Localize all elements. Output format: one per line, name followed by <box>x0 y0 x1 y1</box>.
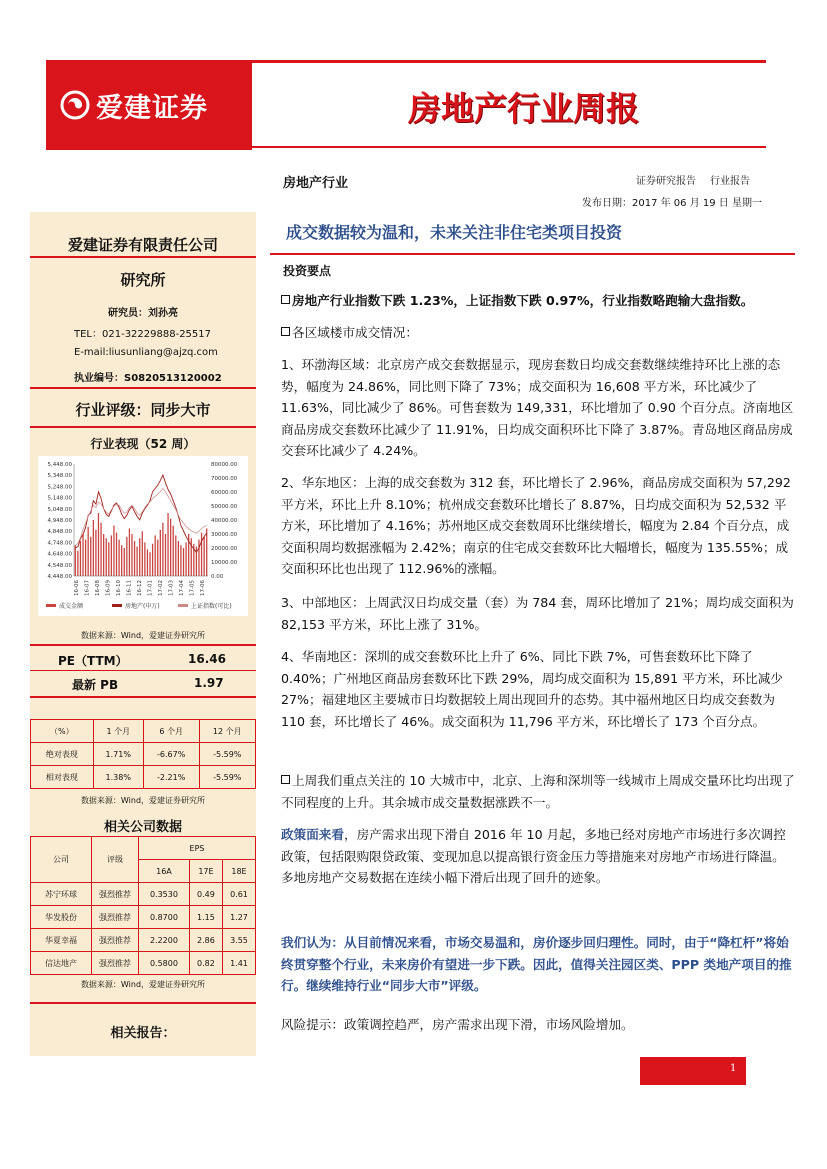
table-cell: 强烈推荐 <box>92 906 139 929</box>
sidebar-divider <box>30 696 256 698</box>
table-cell: 1.15 <box>189 906 222 929</box>
industry-rating: 行业评级：同步大市 <box>75 401 211 419</box>
left-axis-tick-label: 5,248.00 <box>47 484 72 491</box>
volume-bar <box>108 542 109 576</box>
sidebar-divider <box>30 1002 256 1004</box>
right-axis-tick-label: 30000.00 <box>211 532 238 538</box>
industry-label: 房地产行业 <box>283 176 349 191</box>
volume-bar <box>95 530 96 576</box>
table-row <box>31 766 256 789</box>
volume-bar <box>111 535 112 576</box>
left-axis-tick-label: 5,048.00 <box>47 506 72 513</box>
volume-bar <box>103 534 104 576</box>
volume-bar <box>131 534 132 576</box>
table-cell: 2.2200 <box>139 929 190 952</box>
table-cell: 相对表现 <box>31 766 94 789</box>
right-axis-tick-label: 0.00 <box>211 574 224 580</box>
policy-lead: 政策面来看 <box>281 827 344 842</box>
report-type <box>636 172 750 187</box>
legend-label: 上证指数(可比) <box>191 603 232 610</box>
table-cell: （%） <box>31 720 94 743</box>
paragraph-risk: 风险提示：政策调控趋严，房产需求出现下滑，市场风险增加。 <box>281 1017 634 1032</box>
eps-table-source: 数据来源：Wind，爱建证券研究所 <box>80 980 206 989</box>
table-cell: 3.55 <box>222 929 255 952</box>
volume-bar <box>162 523 163 576</box>
right-axis-tick-label: 60000.00 <box>211 490 238 496</box>
volume-bar <box>113 526 114 576</box>
volume-bar <box>77 551 78 576</box>
table-cell: 0.82 <box>189 952 222 975</box>
table-cell: 0.49 <box>189 883 222 906</box>
volume-bar <box>173 526 174 576</box>
main-headline: 成交数据较为温和，未来关注非住宅类项目投资 <box>286 223 623 242</box>
x-axis-tick-label: 17-04 <box>179 580 185 596</box>
paragraph-text: 上周我们重点关注的 10 大城市中，北京、上海和深圳等一线城市上周成交量环比均出现了不同程度的上升。其余城市成交量数据涨跌不一。 <box>281 773 795 810</box>
key-points-title: 投资要点 <box>283 264 332 278</box>
volume-bar <box>198 540 199 576</box>
paragraph-south-china: 4、华南地区：深圳的成交套数环比上升了 6%、同比下跌 7%，可售套数环比下降了 0.40%；广州地区商品房套数环比下跌 29%，周均成交面积为 15,891 平方米，环比减少 27%；福建地区主要城市日均数据较上周出现回升的态势。其中福州地区日均成交套数为 110 套，环比增长了 46%。成交面积为 11,796 平方米，环比增长了 173 个百分点。 <box>281 649 783 729</box>
table-cell: 华夏幸福 <box>31 929 92 952</box>
volume-bar <box>149 552 150 576</box>
table-cell: EPS <box>139 837 256 860</box>
analyst-name: 研究员：刘孙亮 <box>108 308 178 319</box>
right-axis-tick-label: 70000.00 <box>211 476 238 482</box>
performance-title: 行业表现（52 周） <box>90 437 196 451</box>
volume-bar <box>165 534 166 576</box>
left-axis-tick-label: 4,548.00 <box>47 562 72 569</box>
report-type-industry: 行业报告 <box>710 176 750 187</box>
volume-bar <box>206 528 207 576</box>
license-number: 执业编号：S0820513120002 <box>74 373 222 384</box>
pe-value: 16.46 <box>188 652 226 666</box>
right-axis-tick-label: 20000.00 <box>211 546 238 552</box>
paragraph-text: 各区域楼市成交情况： <box>292 325 418 340</box>
paragraph-policy <box>281 824 795 889</box>
right-axis-tick-label: 40000.00 <box>211 518 238 524</box>
volume-bar <box>85 540 86 576</box>
table-cell: 1.71% <box>93 743 143 766</box>
paragraph-regions-intro <box>281 322 795 344</box>
table-cell: 0.5800 <box>139 952 190 975</box>
page-number-box <box>640 1057 746 1085</box>
volume-bar <box>185 542 186 576</box>
table-cell: 0.3530 <box>139 883 190 906</box>
table-cell: 6 个月 <box>143 720 199 743</box>
table-cell: 1.27 <box>222 906 255 929</box>
volume-bar <box>82 534 83 576</box>
volume-bar <box>160 530 161 576</box>
x-axis-tick-label: 16-08 <box>95 580 101 596</box>
volume-bar <box>118 540 119 576</box>
volume-bar <box>175 535 176 576</box>
volume-bar <box>106 538 107 576</box>
sidebar <box>30 212 256 1056</box>
x-axis-tick-label: 17-02 <box>158 580 164 596</box>
left-axis-tick-label: 4,948.00 <box>47 518 72 524</box>
volume-bar <box>147 549 148 576</box>
volume-bar <box>178 541 179 576</box>
left-axis-tick-label: 5,148.00 <box>47 495 72 502</box>
paragraph-bohai: 1、环渤海区域：北京房产成交套数据显示，现房套数日均成交套数继续维持环比上涨的态势，幅度为 24.86%，同比则下降了 73%；成交面积为 16,608 平方米，环比减少了 11.63%，同比减少了 86%。可售套数为 149,331，环比增加了 0.90 个百分点。济南地区商品房成交套数环比减少了 11.91%，日均成交面积环比下降了 3.87%。青岛地区商品房成交套环比减少了 4.24%。 <box>281 357 794 459</box>
sidebar-divider <box>30 644 256 646</box>
right-axis-tick-label: 50000.00 <box>211 504 238 510</box>
volume-bar <box>88 527 89 576</box>
legend-label: 成交金额 <box>59 603 84 610</box>
x-axis-tick-label: 17-06 <box>200 580 206 596</box>
header-bottom-rule <box>252 146 766 148</box>
related-reports-title: 相关报告： <box>110 1026 176 1041</box>
x-axis-tick-label: 16-06 <box>74 580 80 596</box>
table-cell: 18E <box>222 860 255 883</box>
volume-bar <box>121 545 122 576</box>
volume-bar <box>155 535 156 576</box>
x-axis-tick-label: 16-09 <box>105 580 112 596</box>
table-cell: -6.67% <box>143 743 199 766</box>
volume-bar <box>98 513 99 576</box>
performance-chart <box>38 456 248 616</box>
table-cell: 1.38% <box>93 766 143 789</box>
x-axis-tick-label: 17-05 <box>189 580 196 596</box>
volume-bar <box>75 545 76 576</box>
legend-label: 房地产(申万) <box>125 603 160 610</box>
table-cell: 2.86 <box>189 929 222 952</box>
left-axis-tick-label: 4,848.00 <box>47 529 72 536</box>
legend-swatch <box>46 604 56 607</box>
table-cell: 0.8700 <box>139 906 190 929</box>
volume-bar <box>144 542 145 576</box>
report-type-research: 证券研究报告 <box>636 176 696 187</box>
volume-bar <box>116 533 117 576</box>
table-cell: -5.59% <box>199 766 256 789</box>
left-axis-tick-label: 4,648.00 <box>47 551 72 558</box>
table-cell: 强烈推荐 <box>92 883 139 906</box>
volume-bar <box>142 531 143 576</box>
right-axis-tick-label: 10000.00 <box>211 560 238 566</box>
volume-bar <box>167 513 168 576</box>
table-cell: 公司 <box>31 837 92 883</box>
table-cell: 绝对表现 <box>31 743 94 766</box>
paragraph-text: 房地产行业指数下跌 1.23%，上证指数下跌 0.97%，行业指数略跑输大盘指数。 <box>292 293 754 308</box>
table-cell: 强烈推荐 <box>92 929 139 952</box>
table-cell: 12 个月 <box>199 720 256 743</box>
logo-swirl-icon <box>60 90 90 120</box>
left-axis-tick-label: 4,748.00 <box>47 540 72 547</box>
volume-bar <box>170 519 171 576</box>
perf-table-source: 数据来源：Wind，爱建证券研究所 <box>80 796 206 805</box>
table-header-row <box>31 720 256 743</box>
volume-bar <box>124 548 125 576</box>
x-axis-tick-label: 16-07 <box>84 580 91 596</box>
table-cell: 0.61 <box>222 883 255 906</box>
headline-rule <box>270 253 795 255</box>
table-cell: 17E <box>189 860 222 883</box>
volume-bar <box>157 540 158 576</box>
table-header-row <box>31 837 256 860</box>
paragraph-ten-cities <box>281 770 795 813</box>
x-axis-tick-label: 16-11 <box>126 580 133 596</box>
pe-label: PE（TTM） <box>58 654 128 668</box>
table-cell: 华发股份 <box>31 906 92 929</box>
volume-bar <box>183 548 184 576</box>
paragraph-text: ，房产需求出现下滑自 2016 年 10 月起，多地已经对房地产市场进行多次调控政策，包括限购限贷政策、变现加息以提高银行资金压力等措施来对房地产市场进行降温。多地房地产交易数据在连续小幅下滑后出现了回升的迹象。 <box>281 827 786 886</box>
x-axis-tick-label: 17-01 <box>147 580 154 596</box>
left-axis-tick-label: 4,448.00 <box>47 574 72 580</box>
analyst-email: E-mail:liusunliang@ajzq.com <box>74 347 218 358</box>
institute-name: 研究所 <box>120 271 166 289</box>
volume-bar <box>80 541 81 576</box>
volume-bar <box>201 533 202 576</box>
volume-bar <box>203 537 204 576</box>
page-number: 1 <box>730 1063 737 1074</box>
x-axis-tick-label: 17-03 <box>168 580 175 596</box>
logo-text: 爱建证券 <box>96 93 208 124</box>
volume-bar <box>100 523 101 576</box>
header-top-rule <box>252 60 766 63</box>
volume-bar <box>180 545 181 576</box>
table-cell: -2.21% <box>143 766 199 789</box>
legend-swatch <box>112 604 122 607</box>
volume-bar <box>90 537 91 576</box>
paragraph-central: 3、中部地区：上周武汉日均成交量（套）为 784 套，周环比增加了 21%；周均成交面积为 82,153 平方米，环比上涨了 31%。 <box>281 595 794 632</box>
table-cell: 强烈推荐 <box>92 952 139 975</box>
publish-date: 发布日期：2017 年 06 月 19 日 星期一 <box>582 198 762 209</box>
performance-chart-svg <box>38 456 248 616</box>
checkbox-bullet-icon <box>281 327 290 336</box>
volume-bar <box>136 547 137 576</box>
paragraph-index-summary <box>281 290 795 312</box>
related-data-title: 相关公司数据 <box>103 820 182 835</box>
analyst-tel: TEL：021-32229888-25517 <box>74 329 212 340</box>
table-row <box>31 952 256 975</box>
table-cell: 1 个月 <box>93 720 143 743</box>
table-row <box>31 883 256 906</box>
x-axis-tick-label: 16-10 <box>116 580 122 596</box>
table-cell: 16A <box>139 860 190 883</box>
legend-swatch <box>178 604 188 607</box>
checkbox-bullet-icon <box>281 295 290 304</box>
pb-label: 最新 PB <box>72 678 119 692</box>
sidebar-divider <box>30 670 256 671</box>
volume-bar <box>134 541 135 576</box>
volume-bar <box>129 528 130 576</box>
table-row <box>31 929 256 952</box>
table-row <box>31 743 256 766</box>
table-cell: 苏宁环球 <box>31 883 92 906</box>
sidebar-divider <box>30 387 256 389</box>
logo-box <box>46 60 252 150</box>
right-axis-tick-label: 80000.00 <box>211 462 238 468</box>
performance-table <box>30 719 256 789</box>
paragraph-east-china: 2、华东地区：上海的成交套数为 312 套，环比增长了 2.96%，商品房成交面积为 57,292 平方米，环比上升 8.10%；杭州成交套数环比增长了 8.87%，日均成交面积为 52,532 平方米，环比增加了 4.16%；苏州地区成交套数周环比继续增长，幅度为 2.84 个百分点，成交面积周均数据涨幅为 2.42%；南京的住宅成交套数环比大幅增长，幅度为 135.55%；成交面积环比也出现了 112.96%的涨幅。 <box>281 475 791 577</box>
table-row <box>31 906 256 929</box>
volume-bar <box>93 520 94 576</box>
sidebar-divider <box>30 426 256 428</box>
volume-bar <box>152 544 153 576</box>
chart-source: 数据来源：Wind，爱建证券研究所 <box>80 631 206 640</box>
table-cell: 信达地产 <box>31 952 92 975</box>
volume-bar <box>139 538 140 576</box>
table-cell: 1.41 <box>222 952 255 975</box>
company-name: 爱建证券有限责任公司 <box>67 236 218 254</box>
x-axis-tick-label: 16-12 <box>137 580 143 596</box>
table-cell: -5.59% <box>199 743 256 766</box>
left-axis-tick-label: 5,348.00 <box>47 473 72 480</box>
sidebar-divider <box>30 256 256 258</box>
eps-table <box>30 836 256 975</box>
checkbox-bullet-icon <box>281 775 290 784</box>
volume-bar <box>126 537 127 576</box>
paragraph-conclusion: 我们认为：从目前情况来看，市场交易温和，房价逐步回归理性。同时，由于“降杠杆”将始终贯穿整个行业，未来房价有望进一步下跌。因此，值得关注园区类、PPP 类地产项目的推行。继续维持行业“同步大市”评级。 <box>281 935 792 994</box>
pb-value: 1.97 <box>194 676 224 690</box>
report-title: 房地产行业周报 <box>408 89 639 128</box>
table-cell: 评级 <box>92 837 139 883</box>
left-axis-tick-label: 5,448.00 <box>47 462 72 468</box>
